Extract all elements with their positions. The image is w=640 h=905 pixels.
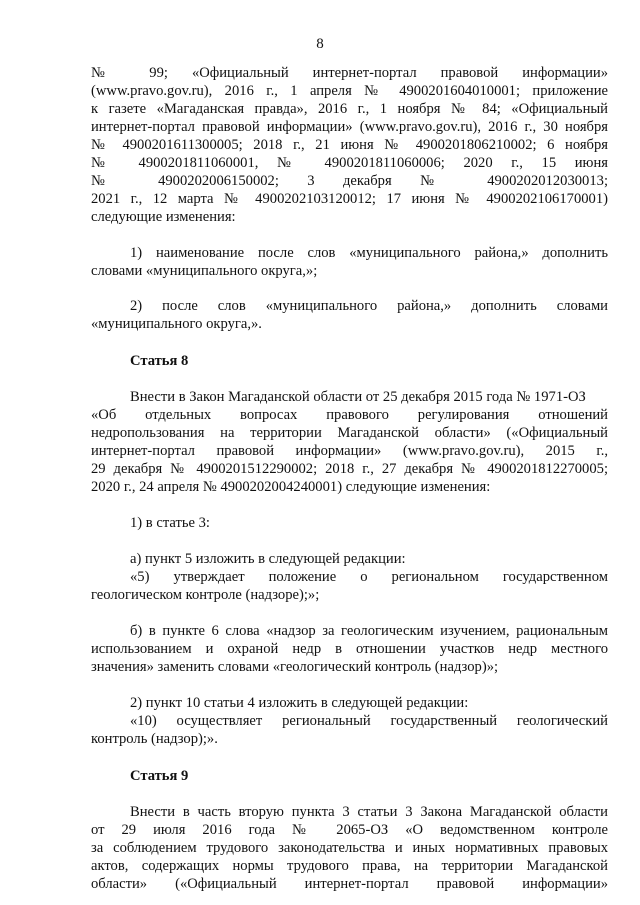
page-number: 8 — [316, 36, 324, 52]
text-line: 2020 г., 24 апреля № 4900202004240001) следующие изменения: — [91, 479, 491, 495]
text-line: словами «муниципального округа,»; — [91, 263, 318, 279]
text-line: к газете «Магаданская правда», 2016 г., 1 ноября № 84; «Официальный — [91, 101, 608, 117]
text-line: № 99; «Официальный интернет-портал правовой информации» — [91, 65, 608, 81]
text-line: (www.pravo.gov.ru), 2016 г., 1 апреля № 4900201604010001; приложение — [91, 83, 608, 99]
article-heading: Статья 8 — [130, 353, 189, 369]
text-line: «5) утверждает положение о региональном государственном — [130, 569, 608, 585]
text-line: 1) наименование после слов «муниципального района,» дополнить — [130, 245, 608, 261]
text-line: актов, содержащих нормы трудового права, на территории Магаданской — [91, 858, 608, 874]
text-line: контроль (надзор);». — [91, 731, 218, 747]
article-heading: Статья 9 — [130, 768, 189, 784]
text-line: «муниципального округа,». — [91, 316, 262, 332]
text-line: «Об отдельных вопросах правового регулирования отношений — [91, 407, 608, 423]
text-line: № 4900201611300005; 2018 г., 21 июня № 4900201806210002; 6 ноября — [91, 137, 608, 153]
text-line: следующие изменения: — [91, 209, 236, 225]
text-line: 2) пункт 10 статьи 4 изложить в следующей редакции: — [130, 695, 469, 711]
text-line: недропользования на территории Магаданской области» («Официальный — [91, 425, 608, 441]
text-line: использованием и охраной недр в отношении участков недр местного — [91, 641, 608, 657]
text-line: за соблюдением трудового законодательства и иных нормативных правовых — [91, 840, 608, 856]
text-line: № 4900201811060001, № 4900201811060006; 2020 г., 15 июня — [91, 155, 608, 171]
text-line: 1) в статье 3: — [130, 515, 210, 531]
text-line: от 29 июля 2016 года № 2065-ОЗ «О ведомственном контроле — [91, 822, 608, 838]
text-line: интернет-портал правовой информации» (www.pravo.gov.ru), 2015 г., — [91, 443, 608, 459]
text-line: Внести в Закон Магаданской области от 25 декабря 2015 года № 1971-ОЗ — [130, 389, 586, 405]
text-line: значения» заменить словами «геологический контроль (надзор)»; — [91, 659, 499, 675]
text-line: интернет-портал правовой информации» (www.pravo.gov.ru), 2016 г., 30 ноября — [91, 119, 608, 135]
text-line: Внести в часть вторую пункта 3 статьи 3 Закона Магаданской области — [130, 804, 608, 820]
text-line: геологическом контроле (надзоре);»; — [91, 587, 320, 603]
text-line: 2021 г., 12 марта № 4900202103120012; 17 июня № 4900202106170001) — [91, 191, 608, 207]
text-line: 29 декабря № 4900201512290002; 2018 г., 27 декабря № 4900201812270005; — [91, 461, 608, 477]
text-line: б) в пункте 6 слова «надзор за геологическим изучением, рациональным — [130, 623, 608, 639]
text-line: № 4900202006150002; 3 декабря № 4900202012030013; — [91, 173, 608, 189]
text-line: а) пункт 5 изложить в следующей редакции: — [130, 551, 406, 567]
text-line: области» («Официальный интернет-портал правовой информации» — [91, 876, 608, 892]
text-line: 2) после слов «муниципального района,» дополнить словами — [130, 298, 608, 314]
text-line: «10) осуществляет региональный государственный геологический — [130, 713, 608, 729]
